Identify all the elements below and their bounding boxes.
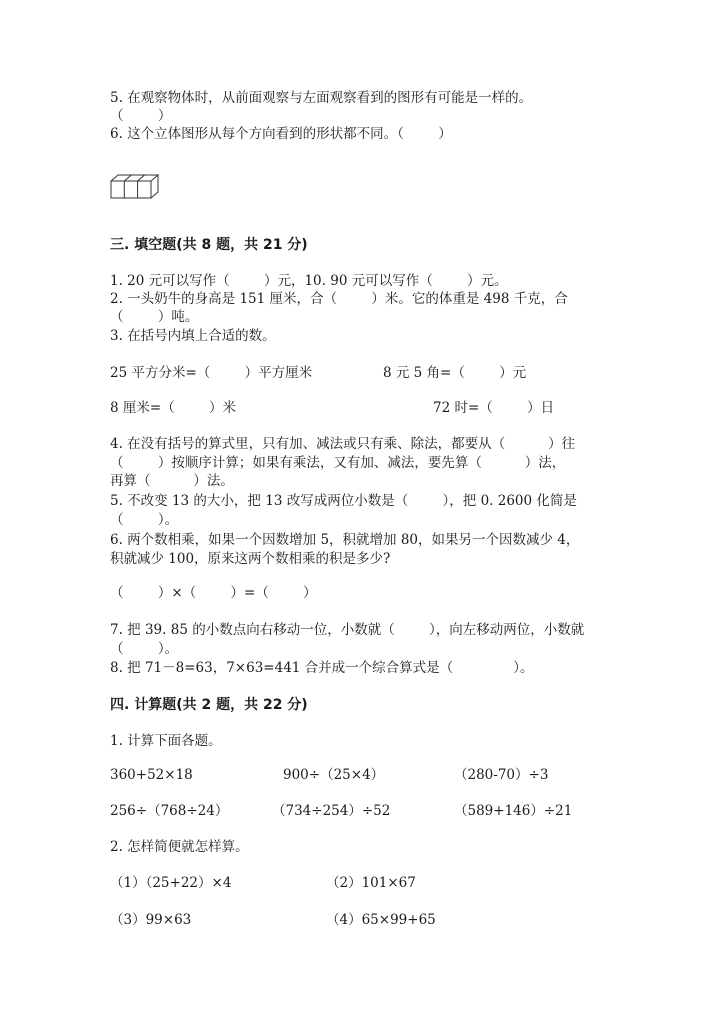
calc-item: 256÷（768÷24） [110, 803, 229, 819]
calc-q2: 2. 怎样简便就怎样算。 [110, 839, 249, 855]
fill-q5-line1: 5. 不改变 13 的大小，把 13 改写成两位小数是（ ），把 0. 2600 化简是 [110, 493, 577, 509]
calc-item: （280-70）÷3 [454, 767, 549, 783]
fill-q6-line1: 6. 两个数相乘，如果一个因数增加 5，积就增加 80，如果另一个因数减少 4， [110, 532, 580, 548]
simple-item: （2）101×67 [326, 875, 416, 891]
fill-q7-line2: （ ）。 [110, 641, 179, 657]
fill-q4-line2: （ ）按顺序计算；如果有乘法，又有加、减法，要先算（ ）法， [110, 455, 566, 471]
fill-q5-line2: （ ）。 [110, 512, 179, 528]
calc-item: 900÷（25×4） [283, 767, 385, 783]
simple-item: （3）99×63 [110, 912, 192, 928]
fill-q2-line1: 2. 一头奶牛的身高是 151 厘米，合（ ）米。它的体重是 498 千克，合 [110, 291, 568, 307]
fill-q6-line2: 积就减少 100，原来这两个数相乘的积是多少? [110, 551, 391, 567]
three-cubes-figure [110, 174, 160, 200]
fill-q3-c: 8 厘米=（ ）米 [110, 400, 237, 416]
calc-q1: 1. 计算下面各题。 [110, 733, 222, 749]
simple-item: （1）（25+22）×4 [110, 875, 232, 891]
judge-q5-answer-blank: （ ） [110, 108, 172, 124]
section4-heading: 四. 计算题(共 2 题，共 22 分) [110, 697, 308, 713]
simple-item: （4）65×99+65 [326, 912, 436, 928]
fill-q3-a: 25 平方分米=（ ）平方厘米 [110, 365, 313, 381]
fill-q6-equation: （ ）×（ ）=（ ） [110, 585, 317, 601]
judge-q6: 6. 这个立体图形从每个方向看到的形状都不同。（ ） [110, 126, 452, 142]
calc-item: 360+52×18 [110, 767, 193, 783]
fill-q4-line1: 4. 在没有括号的算式里，只有加、减法或只有乘、除法，都要从（ ）往 [110, 436, 576, 452]
fill-q2-line2: （ ）吨。 [110, 309, 199, 325]
fill-q7-line1: 7. 把 39. 85 的小数点向右移动一位，小数就（ ），向左移动两位，小数就 [110, 622, 585, 638]
fill-q3: 3. 在括号内填上合适的数。 [110, 328, 276, 344]
fill-q3-d: 72 时=（ ）日 [433, 400, 555, 416]
calc-item: （589+146）÷21 [454, 803, 573, 819]
fill-q8: 8. 把 71－8=63，7×63=441 合并成一个综合算式是（ ）。 [110, 660, 534, 676]
judge-q5-line1: 5. 在观察物体时，从前面观察与左面观察看到的图形有可能是一样的。 [110, 90, 533, 106]
fill-q1: 1. 20 元可以写作（ ）元，10. 90 元可以写作（ ）元。 [110, 273, 508, 289]
fill-q4-line3: 再算（ ）法。 [110, 473, 234, 489]
section3-heading: 三. 填空题(共 8 题，共 21 分) [110, 237, 308, 253]
calc-item: （734÷254）÷52 [272, 803, 391, 819]
fill-q3-b: 8 元 5 角=（ ）元 [383, 365, 527, 381]
